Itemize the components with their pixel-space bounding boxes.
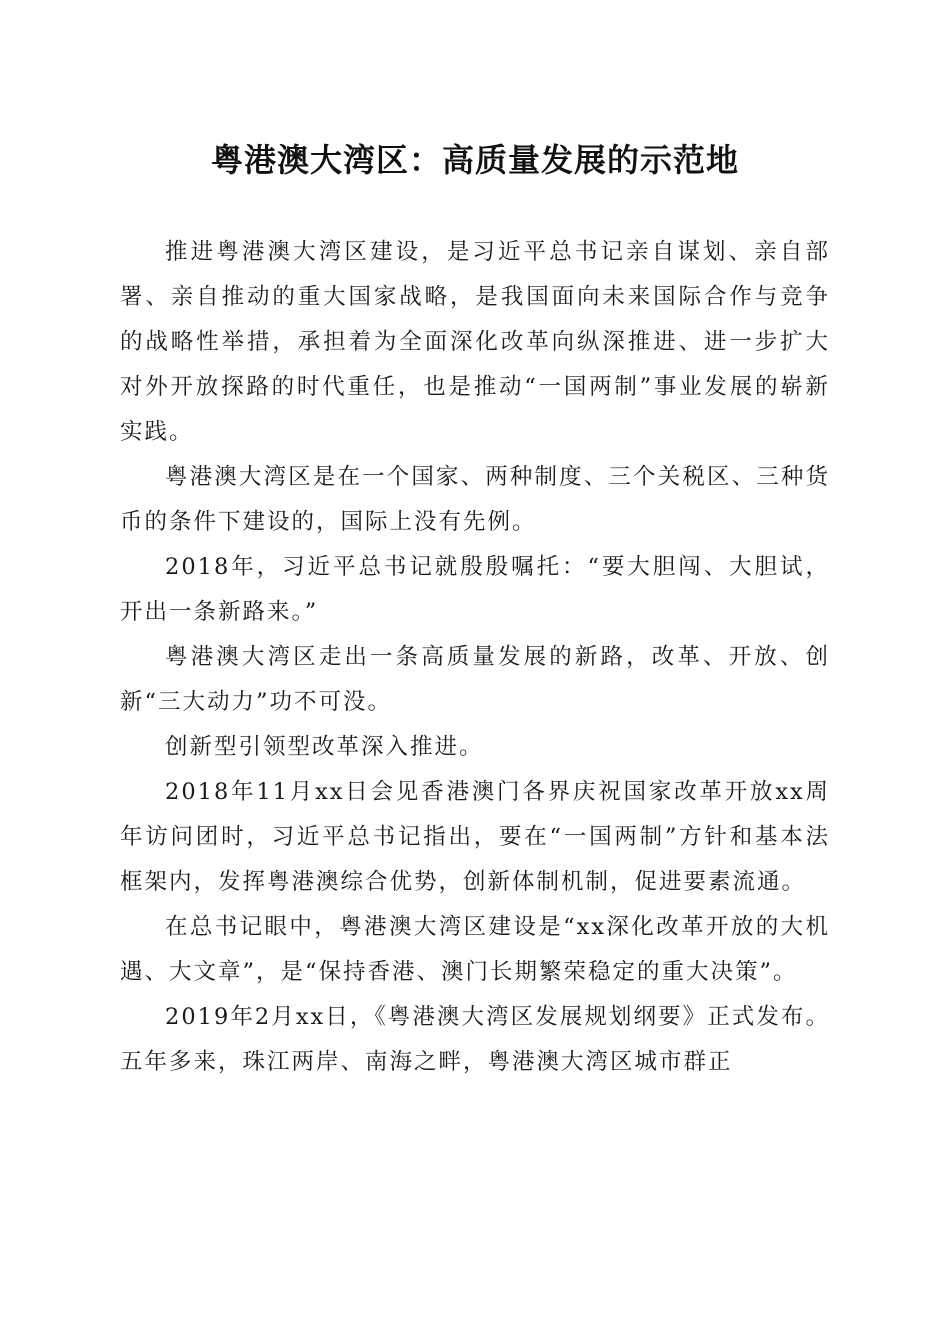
paragraph: 推进粤港澳大湾区建设，是习近平总书记亲自谋划、亲自部署、亲自推动的重大国家战略，是我国面向未来国际合作与竞争的战略性举措，承担着为全面深化改革向纵深推进、进一步扩大对外开放探路的时代重任，也是推动“一国两制”事业发展的崭新实践。 xyxy=(120,239,830,445)
paragraph: 创新型引领型改革深入推进。 xyxy=(165,734,484,760)
document-body xyxy=(120,230,830,1085)
paragraph: 在总书记眼中，粤港澳大湾区建设是“xx深化改革开放的大机遇、大文章”，是“保持香港、澳门长期繁荣稳定的重大决策”。 xyxy=(120,914,830,985)
paragraph: 2018年，习近平总书记就殷殷嘱托：“要大胆闯、大胆试，开出一条新路来。” xyxy=(120,554,830,625)
paragraph: 粤港澳大湾区是在一个国家、两种制度、三个关税区、三种货币的条件下建设的，国际上没有先例。 xyxy=(120,464,830,535)
paragraph: 2019年2月xx日，《粤港澳大湾区发展规划纲要》正式发布。五年多来，珠江两岸、南海之畔，粤港澳大湾区城市群正 xyxy=(120,1004,830,1075)
document-title: 粤港澳大湾区：高质量发展的示范地 xyxy=(210,141,739,179)
paragraph: 粤港澳大湾区走出一条高质量发展的新路，改革、开放、创新“三大动力”功不可没。 xyxy=(120,644,830,715)
paragraph: 2018年11月xx日会见香港澳门各界庆祝国家改革开放xx周年访问团时，习近平总书记指出，要在“一国两制”方针和基本法框架内，发挥粤港澳综合优势，创新体制机制，促进要素流通。 xyxy=(120,779,830,895)
